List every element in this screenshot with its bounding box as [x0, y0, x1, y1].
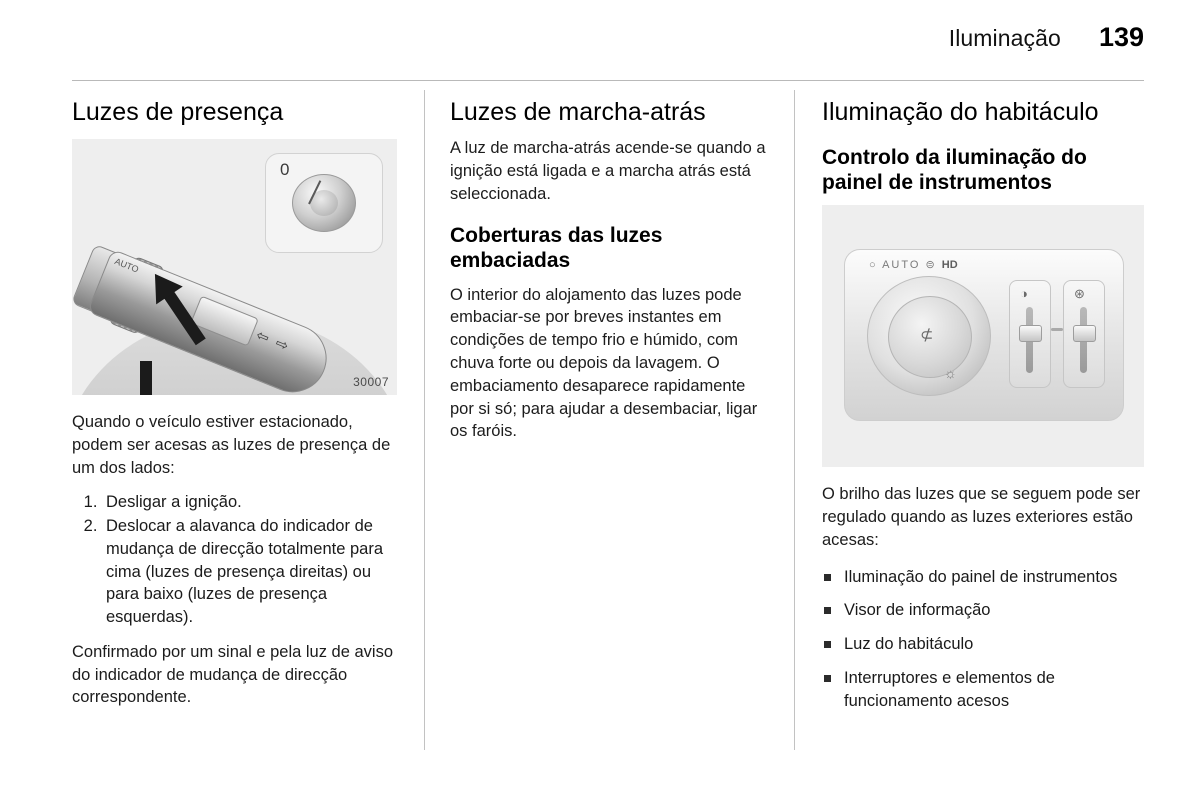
turn-arrows-icon: ⇦ ⇨ [253, 326, 293, 356]
page-header [949, 22, 1144, 53]
headlight-dial [867, 276, 991, 396]
subsection-heading-controlo-iluminacao: Controlo da iluminação do painel de instrumentos [822, 146, 1087, 195]
ignition-position-label: 0 [280, 160, 290, 179]
ignition-key-inset [265, 153, 383, 253]
list-item: Visor de informação [822, 599, 1144, 622]
middle-paragraph-1: A luz de marcha-atrás acende-se quando a ignição está ligada e a marcha atrás está seleccionada. [450, 139, 766, 203]
figure-number: 30007 [353, 375, 389, 389]
chapter-title: Iluminação [948, 25, 1061, 51]
section-heading-iluminacao-habitaculo: Iluminação do habitáculo [822, 98, 1099, 126]
panel-dash-mark [1051, 328, 1063, 331]
right-paragraph: O brilho das luzes que se seguem pode ser regulado quando as luzes exteriores estão acesas: [822, 485, 1141, 549]
list-item: 1. Desligar a ignição. [102, 491, 396, 514]
headlight-range-slider [1063, 280, 1105, 388]
left-closing-paragraph: Confirmado por um sinal e pela luz de aviso do indicador de mudança de direcção correspondente. [72, 642, 394, 707]
column-middle [424, 90, 794, 750]
column-right [794, 90, 1144, 750]
dial-markers-label [869, 258, 958, 271]
page-number: 139 [1098, 22, 1144, 52]
headlight-range-icon: ⊛ [1074, 286, 1085, 302]
instrument-brightness-icon: ◑ [1020, 286, 1028, 302]
column-left [72, 90, 424, 750]
list-item: 2. Deslocar a alavanca do indicador de mudança de direcção totalmente para cima (luzes de presença direitas) ou para baixo (luzes de presença esquerdas). [102, 515, 396, 629]
instrument-brightness-slider [1009, 280, 1051, 388]
middle-paragraph-2: O interior do alojamento das luzes pode embaciar-se por breves instantes em condições de tempo frio e húmido, com chuva forte ou depois da lavagem. O embaciamento desaparece rapidamente por si só; para ajudar a desembaciar, ligar os faróis. [450, 285, 758, 441]
list-item: Iluminação do painel de instrumentos [822, 566, 1144, 589]
stalk-label: AUTO [113, 256, 141, 275]
right-bullet-list [822, 566, 1144, 713]
list-item: Interruptores e elementos de funcionamento acesos [822, 667, 1144, 713]
arrow-down-icon [140, 361, 152, 395]
figure-headlight-switch-panel [822, 205, 1144, 467]
left-steps-list [72, 491, 396, 629]
switch-panel [844, 249, 1124, 421]
section-heading-luzes-presenca: Luzes de presença [72, 98, 284, 126]
content-columns [72, 90, 1144, 750]
headlight-dial-inner [888, 296, 972, 378]
slider-thumb [1019, 325, 1042, 342]
dial-hid-label: HD [941, 259, 958, 272]
header-divider [72, 80, 1144, 81]
subsection-heading-coberturas: Coberturas das luzes embaciadas [450, 224, 663, 273]
ignition-knob [292, 174, 356, 232]
figure-turn-signal-stalk [72, 139, 397, 395]
dial-markers-text: ○ AUTO ⊜ [869, 259, 937, 272]
section-heading-marcha-atras: Luzes de marcha-atrás [450, 98, 706, 126]
brightness-sun-icon: ☼ [944, 365, 957, 382]
slider-thumb [1073, 325, 1096, 342]
fog-light-icon: ⊄ [920, 327, 934, 345]
left-intro-paragraph: Quando o veículo estiver estacionado, podem ser acesas as luzes de presença de um dos lados: [72, 413, 391, 477]
list-item: Luz do habitáculo [822, 633, 1144, 656]
